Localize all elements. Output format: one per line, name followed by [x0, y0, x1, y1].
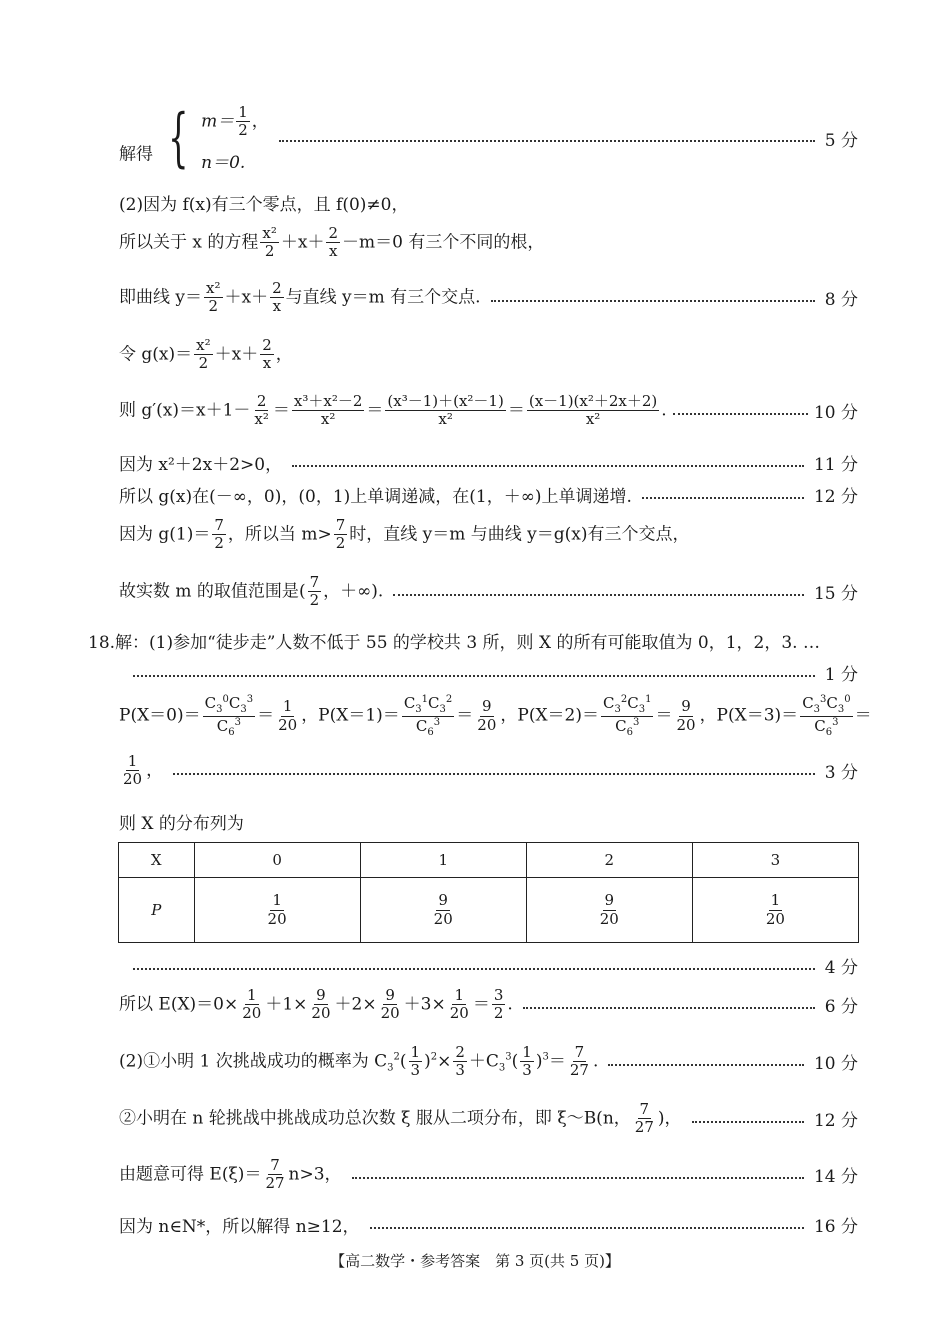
part2-intro: (2)因为 f(x)有三个零点，且 f(0)≠0， [119, 195, 409, 215]
part2-1-line: (2)①小明 1 次挑战成功的概率为 $C_3^2$( $\frac{1}{3}$ )$^2$× $\frac{2}{3}$ $+C_3^3$( $\frac{1}{3}$ )$^3$＝ $\frac{7}{27}$ . 10 分 [119, 1043, 858, 1080]
solve-text: 解得 { m＝ $\frac{1}{2}$ ， n＝0. [119, 101, 269, 176]
part2-3-line: 由题意可得 E(ξ)＝ $\frac{7}{27}$ n>3， 14 分 [119, 1156, 858, 1193]
g-def-line: 令 g(x)＝ $\frac{\text{x²}}{2}$ ＋x＋ $\frac{2}{x}$ ， [119, 336, 293, 373]
prob-line: P(X＝0)＝ $\frac{C_3^0C_3^3}{C_6^3}$ ＝ $\frac{1}{20}$ ，P(X＝1)＝ $\frac{C_3^1C_3^2}{C_6^3}$ ＝ $\frac{9}{20}$ ，P(X＝2)＝ $\frac{C_3^2C_3^1}{C_6^3}$ ＝ $\frac{9}{20}$ ，P(X＝3)＝ $\frac{C_3^3C_3^0}{C_6^3}$ ＝ [119, 694, 872, 738]
q18-score-line: 1 分 [119, 660, 858, 685]
distribution-table [118, 842, 859, 943]
part2-4-line: 因为 n∈N*，所以解得 n≥12， 16 分 [119, 1217, 858, 1237]
q18-line: 18.解：(1)参加“徒步走”人数不低于 55 的学校共 3 所，则 X 的所有可能取值为 0，1，2，3. … [88, 633, 820, 653]
part2-2-line: ②小明在 n 轮挑战中挑战成功总次数 ξ 服从二项分布，即 ξ～B(n， $\frac{7}{27}$ )， 12 分 [119, 1100, 858, 1137]
table-score-line: 4 分 [119, 953, 858, 978]
table-prob-row: P $\frac{1}{20}$ $\frac{9}{20}$ $\frac{9}{20}$ $\frac{1}{20}$ [119, 878, 859, 943]
curve-line: 即曲线 y＝ $\frac{\text{x²}}{2}$ ＋x＋ $\frac{2}{x}$ 与直线 y＝m 有三个交点. 8 分 [119, 279, 858, 316]
prob-line-2: $\frac{1}{20}$ ， 3 分 [123, 752, 858, 789]
dist-intro: 则 X 的分布列为 [119, 814, 244, 834]
gprime-line: 则 g′(x)＝x＋1－ $\frac{2}{\text{x²}}$ ＝ $\frac{\text{x³＋x²－2}}{\text{x²}}$ ＝ $\frac{\text{(x³－1)＋(x²－1)}}{\text{x²}}$ ＝ $\frac{\text{(x－1)(x²＋2x＋2)}}{\text{x²}}$ . 10 分 [119, 392, 858, 429]
g1-line: 因为 g(1)＝ $\frac{7}{2}$ ，所以当 m> $\frac{7}{2}$ 时，直线 y＝m 与曲线 y＝g(x)有三个交点， [119, 516, 690, 553]
positive-line: 因为 x²＋2x＋2>0， 11 分 [119, 455, 858, 475]
range-line: 故实数 m 的取值范围是( $\frac{7}{2}$ ，＋∞). 15 分 [119, 573, 858, 610]
table-header-row: X 0 1 2 3 [119, 843, 859, 878]
expectation-line: 所以 E(X)＝0× $\frac{1}{20}$ ＋1× $\frac{9}{20}$ ＋2× $\frac{9}{20}$ ＋3× $\frac{1}{20}$ ＝ $\frac{3}{2}$ . 6 分 [119, 986, 858, 1023]
solve-line [119, 101, 858, 176]
score: 5 分 [824, 130, 858, 151]
monotonic-line: 所以 g(x)在(－∞，0)，(0，1)上单调递减，在(1，＋∞)上单调递增. 12 分 [119, 487, 858, 507]
equation-line: 所以关于 x 的方程 $\frac{\text{x²}}{2}$ ＋x＋ $\frac{2}{x}$ －m＝0 有三个不同的根， [119, 224, 545, 261]
page-footer: 【高二数学・参考答案 第 3 页(共 5 页)】 [330, 1252, 620, 1270]
